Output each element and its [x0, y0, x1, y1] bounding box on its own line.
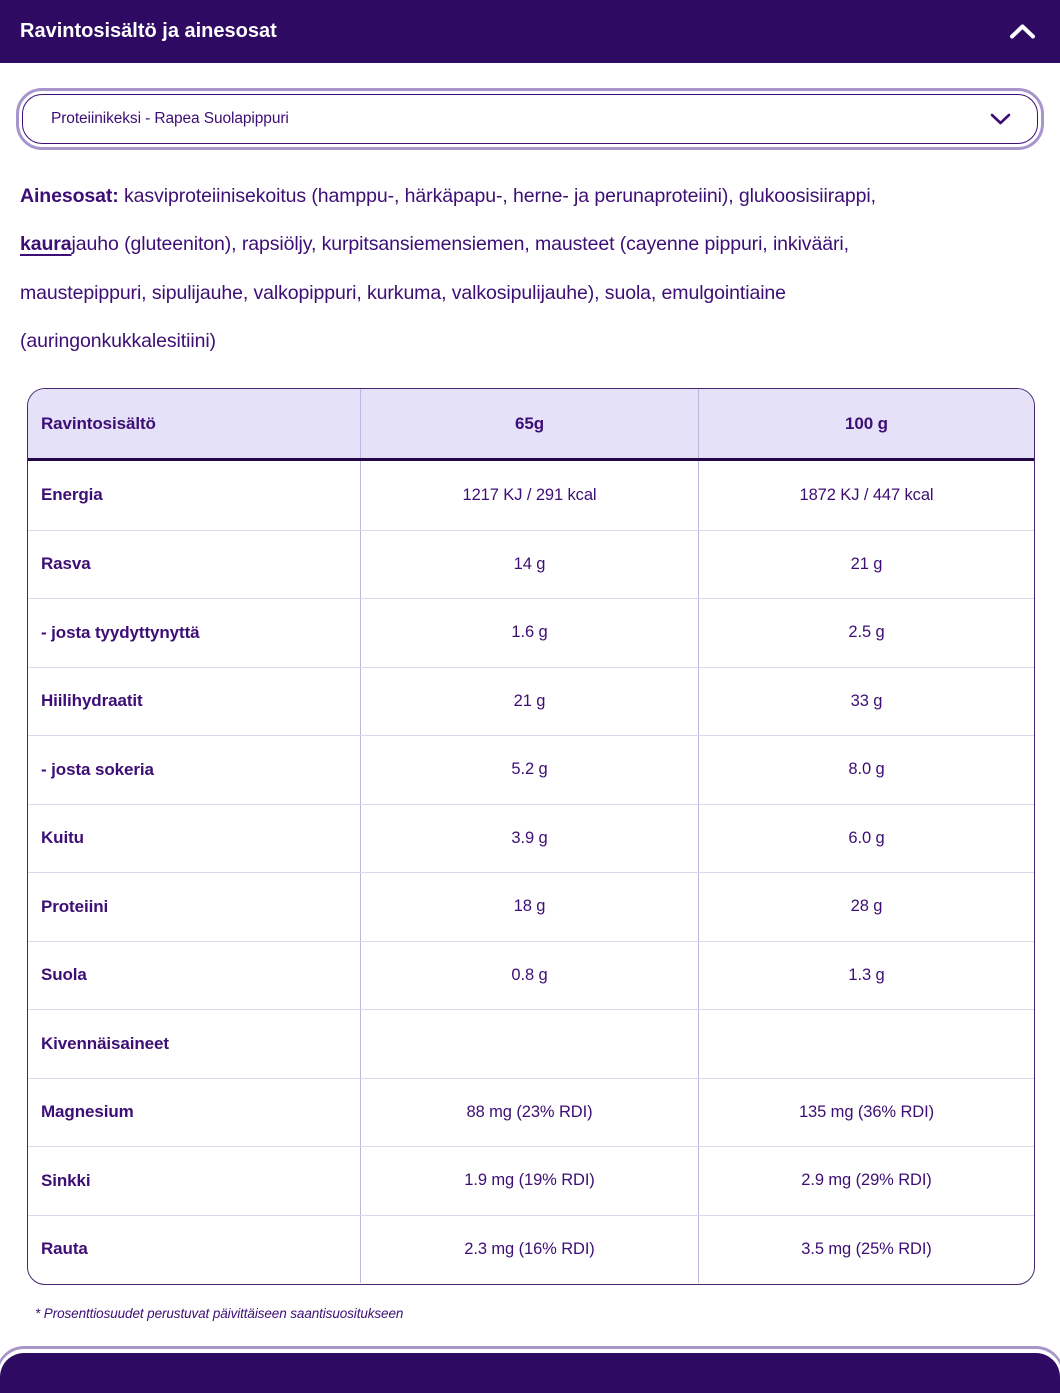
- accordion-header[interactable]: [0, 0, 1060, 63]
- value-65g: 5.2 g: [361, 736, 699, 804]
- value-100g: 8.0 g: [848, 760, 885, 779]
- value-100g: 33 g: [850, 691, 883, 710]
- row-label: Rasva: [28, 531, 361, 599]
- footnote: * Prosenttiosuudet perustuvat päivittäiseen saantisuositukseen: [35, 1306, 404, 1321]
- value-100g: 1872 KJ / 447 kcal: [799, 485, 934, 504]
- row-label: - josta sokeria: [28, 736, 361, 804]
- table-row: [28, 530, 1034, 599]
- ingredients-line: Ainesosat: kasviproteiinisekoitus (hamppu-, härkäpapu-, herne- ja perunaproteiini), glukoosisiirappi,: [20, 185, 876, 207]
- value-65g: 21 g: [361, 668, 699, 736]
- value-65g: 1.9 mg (19% RDI): [361, 1147, 699, 1215]
- chevron-up-icon[interactable]: [1009, 24, 1036, 39]
- value-100g: 3.5 mg (25% RDI): [801, 1239, 932, 1258]
- value-100g: 28 g: [850, 897, 883, 916]
- ingredients-line: kaurajauho (gluteeniton), rapsiöljy, kurpitsansiemensiemen, mausteet (cayenne pippuri, inkivääri,: [20, 233, 849, 256]
- row-label: Rauta: [28, 1216, 361, 1284]
- value-65g: 18 g: [361, 873, 699, 941]
- row-label: Sinkki: [28, 1147, 361, 1215]
- column-header: 65g: [361, 389, 699, 458]
- value-65g: 88 mg (23% RDI): [361, 1079, 699, 1147]
- row-label: Magnesium: [28, 1079, 361, 1147]
- table-row: [28, 1215, 1034, 1284]
- value-100g: 1.3 g: [848, 965, 885, 984]
- table-row: [28, 735, 1034, 804]
- value-100g: 2.5 g: [848, 623, 885, 642]
- value-100g: 6.0 g: [848, 828, 885, 847]
- table-row: [28, 872, 1034, 941]
- column-header: 100 g: [845, 413, 888, 433]
- table-row: [28, 1078, 1034, 1147]
- value-65g: 1.6 g: [361, 599, 699, 667]
- flavor-select[interactable]: [16, 88, 1044, 150]
- row-label: Kivennäisaineet: [28, 1010, 361, 1078]
- flavor-select-inner: [22, 94, 1038, 144]
- accordion-title: Ravintosisältö ja ainesosat: [20, 20, 277, 42]
- value-65g: 14 g: [361, 531, 699, 599]
- row-label: Suola: [28, 942, 361, 1010]
- ingredients-label: Ainesosat:: [20, 185, 119, 207]
- ingredients-paragraph: [20, 172, 1024, 365]
- row-label: Energia: [28, 461, 361, 530]
- nutrition-table: [27, 388, 1035, 1285]
- table-row: [28, 804, 1034, 873]
- allergen-highlight: kaura: [20, 233, 72, 256]
- table-row: [28, 667, 1034, 736]
- column-header: Ravintosisältö: [28, 389, 361, 458]
- nutrition-table-header-row: [28, 389, 1034, 461]
- table-row: [28, 461, 1034, 530]
- value-100g: 135 mg (36% RDI): [798, 1102, 935, 1121]
- row-label: - josta tyydyttynyttä: [28, 599, 361, 667]
- row-label: Hiilihydraatit: [28, 668, 361, 736]
- value-100g: [699, 1010, 1034, 1078]
- ingredients-line: maustepippuri, sipulijauhe, valkopippuri, kurkuma, valkosipulijauhe), suola, emulgointiaine: [20, 281, 786, 304]
- row-label: Proteiini: [28, 873, 361, 941]
- value-65g: 1217 KJ / 291 kcal: [361, 461, 699, 530]
- table-row: [28, 598, 1034, 667]
- row-label: Kuitu: [28, 805, 361, 873]
- next-accordion-header[interactable]: [0, 1353, 1060, 1393]
- value-65g: 0.8 g: [361, 942, 699, 1010]
- value-100g: 2.9 mg (29% RDI): [801, 1171, 932, 1190]
- ingredients-line: (auringonkukkalesitiini): [20, 329, 216, 352]
- value-65g: 3.9 g: [361, 805, 699, 873]
- table-row: [28, 1009, 1034, 1078]
- chevron-down-icon: [990, 113, 1011, 125]
- table-row: [28, 941, 1034, 1010]
- flavor-select-value: Proteiinikeksi - Rapea Suolapippuri: [51, 110, 289, 127]
- value-65g: 2.3 mg (16% RDI): [361, 1216, 699, 1284]
- value-100g: 21 g: [850, 554, 883, 573]
- value-65g: [361, 1010, 699, 1078]
- nutrition-table-body: [28, 461, 1034, 1283]
- table-row: [28, 1146, 1034, 1215]
